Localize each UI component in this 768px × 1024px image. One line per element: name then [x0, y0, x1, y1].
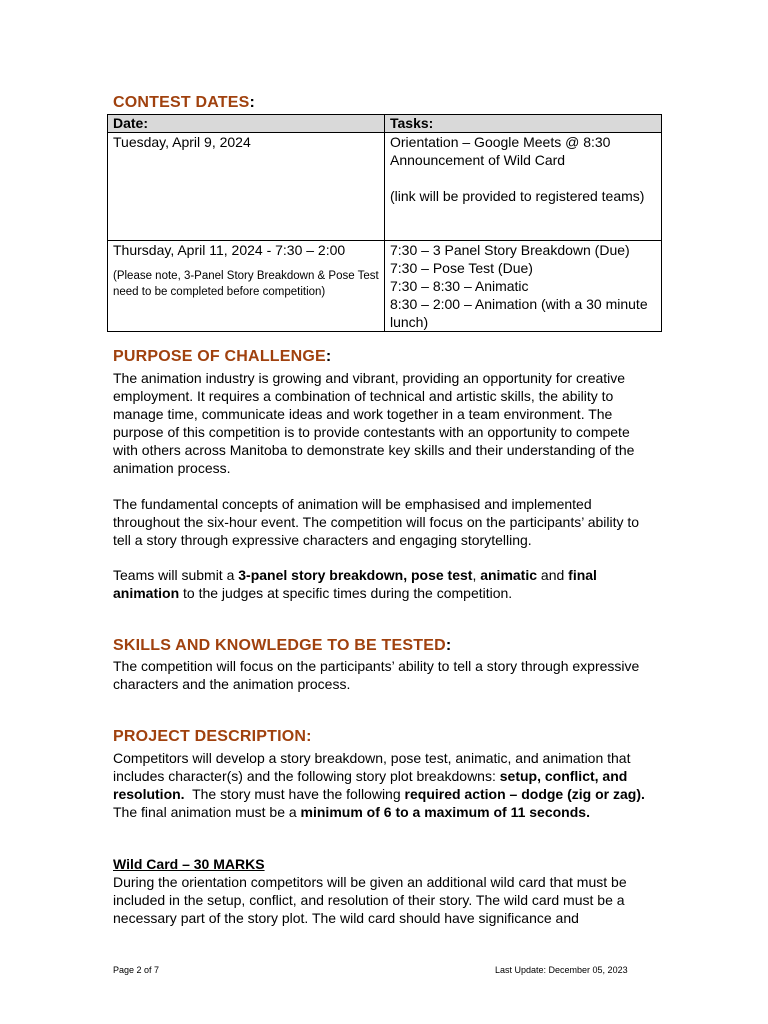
project-paragraph: Competitors will develop a story breakdown, pose test, animatic, and animation that includes character(s) and the following story plot breakdowns: setup, conflict, and resolution. The story must have the following required action – dodge (zig or zag). The final animation must be a minimum of 6 to a maximum of 11 seconds. [113, 750, 645, 820]
date-column-header: Date: [108, 115, 385, 133]
tasks-cell: Orientation – Google Meets @ 8:30 Announcement of Wild Card (link will be provided to registered teams) [385, 133, 662, 241]
wild-card-title: Wild Card – 30 MARKS [113, 856, 265, 872]
date-cell: Tuesday, April 9, 2024 [108, 133, 385, 241]
contest-dates-heading: CONTEST DATES: [113, 94, 256, 111]
purpose-paragraph-2: The fundamental concepts of animation will be emphasised and implemented throughout the six-hour event. The competition will focus on the participants’ ability to tell a story through expressive characters and engaging storytelling. [113, 496, 640, 548]
page-number: Page 2 of 7 [113, 965, 160, 975]
contest-dates-table [107, 114, 662, 332]
purpose-paragraph-1: The animation industry is growing and vibrant, providing an opportunity for creative employment. It requires a combination of technical and artistic skills, the ability to manage time, communicate ideas and work together in a team environment. The purpose of this competition is to provide contestants with an opportunity to compete with others across Manitoba to demonstrate key skills and their understanding of the animation process. [113, 370, 635, 476]
tasks-column-header: Tasks: [385, 115, 662, 133]
tasks-cell: 7:30 – 3 Panel Story Breakdown (Due) 7:30 – Pose Test (Due) 7:30 – 8:30 – Animatic 8:30 – 2:00 – Animation (with a 30 minute lunch) [385, 241, 662, 332]
purpose-heading: PURPOSE OF CHALLENGE: [113, 348, 332, 365]
table-row [108, 241, 662, 332]
pre-competition-note: (Please note, 3-Panel Story Breakdown & Pose Test need to be completed before competition) [113, 270, 379, 298]
date-cell: Thursday, April 11, 2024 - 7:30 – 2:00 (Please note, 3-Panel Story Breakdown & Pose Test need to be completed before competition) [108, 241, 385, 332]
project-heading: PROJECT DESCRIPTION: [113, 728, 312, 745]
skills-heading: SKILLS AND KNOWLEDGE TO BE TESTED: [113, 637, 452, 654]
wild-card-paragraph: During the orientation competitors will be given an additional wild card that must be included in the setup, conflict, and resolution of their story. The wild card must be a necessary part of the story plot. The wild card should have significance and [113, 874, 627, 926]
table-header-row [108, 115, 662, 133]
last-update: Last Update: December 05, 2023 [495, 965, 628, 975]
table-row [108, 133, 662, 241]
purpose-paragraph-3: Teams will submit a 3-panel story breakdown, pose test, animatic and final animation to the judges at specific times during the competition. [113, 567, 597, 601]
skills-paragraph: The competition will focus on the participants’ ability to tell a story through expressive characters and the animation process. [113, 658, 640, 692]
